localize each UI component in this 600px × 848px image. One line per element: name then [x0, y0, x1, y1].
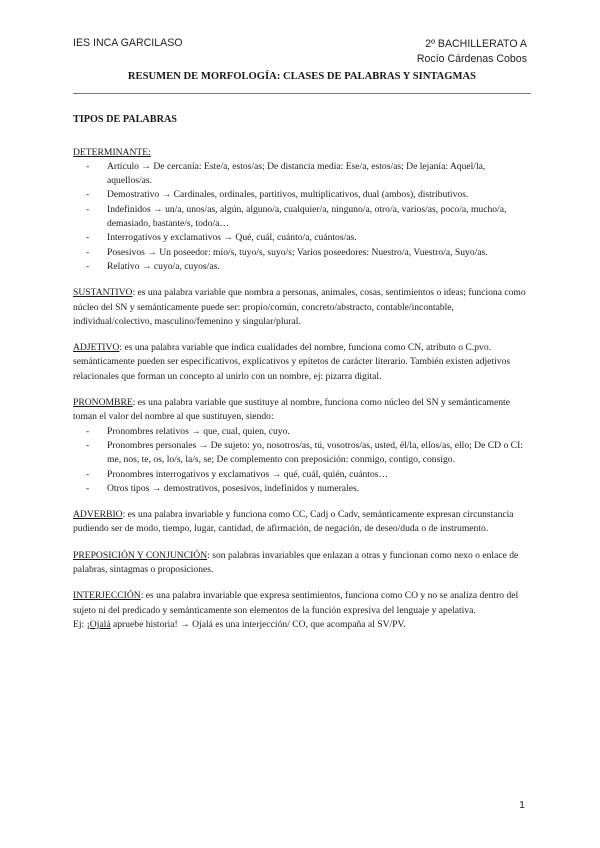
- sustantivo-paragraph: [73, 286, 531, 329]
- list-item: - Pronombres relativos → que, cual, quien, cuyo.: [97, 425, 531, 439]
- preposicion-text: : son palabras invariables que enlazan a otras y funcionan como nexo o enlace de palabras, sintagmas o proposiciones.: [73, 549, 519, 576]
- list-item: - Pronombres interrogativos y exclamativos → qué, cuál, quién, cuántos…: [97, 468, 531, 482]
- determinante-list: [97, 160, 531, 274]
- document-body: [73, 70, 531, 644]
- pronombre-section: [73, 396, 531, 496]
- list-item: - Indefinidos → un/a, unos/as, algún, alguno/a, cualquier/a, ninguno/a, otro/a, varios/as, poco/a, mucho/a, demasiado, bastante/s, todo/a…: [97, 203, 531, 232]
- list-item: - Relativo → cuyo/a, cuyos/as.: [97, 260, 531, 274]
- preposicion-paragraph: [73, 549, 531, 578]
- list-item: - Interrogativos y exclamativos → Qué, cuál, cuánto/a, cuántos/as.: [97, 231, 531, 245]
- list-item: - Otros tipos → demostrativos, posesivos, indefinidos y numerales.: [97, 482, 531, 496]
- adjetivo-text: : es una palabra variable que indica cualidades del nombre, funciona como CN, atributo o C.pvo. semánticamente pueden ser especificativos, explicativos y epítetos de carácter literario. También existen adjetivos relacionales que forman un concepto al unirlo con un nombre, ej: pizarra digital.: [73, 342, 511, 382]
- adverbio-text: : es una palabra invariable y funciona como CC, Cadj o Cadv, semánticamente expresan circunstancia pudiendo ser de modo, tiempo, lugar, cantidad, de afirmación, de negación, de deseo/duda o de instrumento.: [73, 509, 514, 535]
- sustantivo-text: : es una palabra variable que nombra a personas, animales, cosas, sentimientos o ideas; funciona como núcleo del SN y semánticamente puede ser: propio/común, concreto/abstracto, contable/incontable, individual/colectivo, masculino/femenino y singular/plural.: [73, 287, 526, 327]
- header-author: Rocío Cárdenas Cobos: [416, 53, 527, 65]
- adverbio-paragraph: [73, 508, 531, 537]
- pronombre-paragraph: [73, 396, 531, 425]
- example-suffix: apruebe historia! → Ojalá es una interjección/ CO, que acompaña al SV/PV.: [110, 618, 406, 630]
- list-item: - Demostrativo → Cardinales, ordinales, partitivos, multiplicativos, dual (ambos), distributivos.: [97, 188, 531, 202]
- preposicion-label: PREPOSICIÓN Y CONJUNCIÓN: [73, 549, 208, 561]
- section-title: TIPOS DE PALABRAS: [73, 114, 177, 126]
- page-number: 1: [519, 799, 525, 811]
- header-course-author: [417, 37, 527, 67]
- header-school: IES INCA GARCILASO: [73, 37, 183, 49]
- pronombre-list: [97, 425, 531, 496]
- header-course: 2º BACHILLERATO A: [425, 38, 527, 50]
- interjeccion-label: INTERJECCIÓN: [73, 590, 141, 602]
- example-word: Ojalá: [89, 618, 111, 630]
- list-item: - Artículo → De cercanía: Este/a, estos/as; De distancia media: Ese/a, estos/as; De lejanía: Aquel/la, aquellos/as.: [97, 160, 531, 189]
- interjeccion-text: : es una palabra invariable que expresa sentimientos, funciona como CO y no se analiza dentro del sujeto ni del predicado y semánticamente son elementos de la función expresiva del lenguaje y apelativa.: [73, 590, 519, 616]
- adjetivo-paragraph: [73, 341, 531, 384]
- adverbio-label: ADVERBIO: [73, 509, 123, 521]
- pronombre-label: PRONOMBRE: [73, 397, 133, 409]
- list-item: - Posesivos → Un poseedor: mío/s, tuyo/s, suyo/s; Varios poseedores: Nuestro/a, Vuestro/a, Suyo/as.: [97, 246, 531, 260]
- document-title: RESUMEN DE MORFOLOGÍA: CLASES DE PALABRAS Y SINTAGMAS: [73, 70, 531, 94]
- determinante-label: DETERMINANTE:: [73, 146, 151, 158]
- list-item: - Pronombres personales → De sujeto: yo, nosotros/as, tú, vosotros/as, usted, él/la, ellos/as, ello; De CD o CI: me, nos, te, os, lo/s, la/s, se; De complemento con preposición: conmigo, contigo, consigo.: [97, 439, 531, 468]
- sustantivo-label: SUSTANTIVO: [73, 287, 133, 299]
- example-prefix: Ej: ¡: [73, 618, 90, 630]
- interjeccion-paragraph: [73, 589, 531, 632]
- adjetivo-label: ADJETIVO: [73, 342, 120, 354]
- determinante-section: [73, 146, 531, 275]
- pronombre-text: : es una palabra variable que sustituye al nombre, funciona como núcleo del SN y semánticamente toman el valor del nombre al que sustituyen, siendo:: [73, 397, 510, 423]
